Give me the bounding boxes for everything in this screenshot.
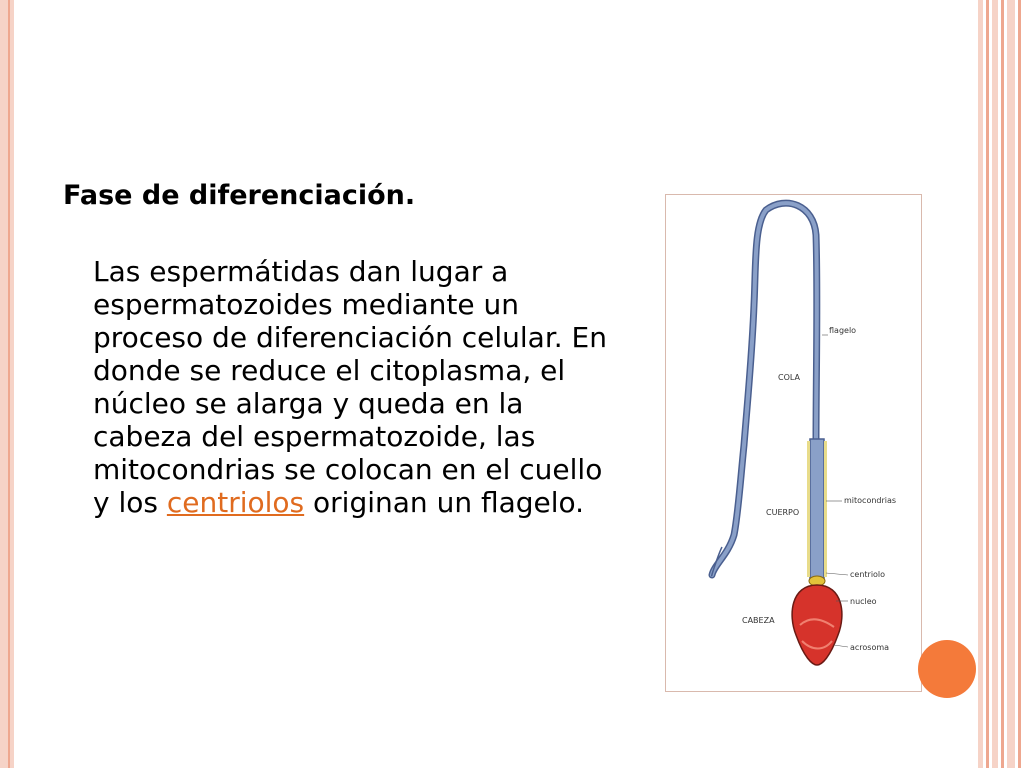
flagellum-fill <box>712 203 817 575</box>
label-flagelo: flagelo <box>829 326 857 335</box>
stripe <box>1018 0 1021 768</box>
sperm-head <box>792 585 842 665</box>
midpiece <box>810 439 824 579</box>
body-paragraph <box>93 255 613 519</box>
label-centriolo: centriolo <box>850 570 886 579</box>
label-cuerpo: CUERPO <box>766 508 800 517</box>
label-acrosoma: acrosoma <box>850 643 890 652</box>
stripe <box>992 0 998 768</box>
sperm-diagram <box>665 194 922 692</box>
decorative-orange-circle <box>918 640 976 698</box>
label-mitocondrias: mitocondrias <box>844 496 897 505</box>
stripe <box>986 0 989 768</box>
slide-title: Fase de diferenciación. <box>63 180 416 211</box>
flagellum <box>712 203 817 575</box>
sperm-diagram-svg <box>666 195 921 691</box>
stripe <box>1001 0 1004 768</box>
label-cola: COLA <box>778 373 800 382</box>
right-decorative-stripes <box>978 0 1024 768</box>
label-cabeza: CABEZA <box>742 616 775 625</box>
body-text-part1: Las espermátidas dan lugar a espermatozoides mediante un proceso de diferenciación celular. En donde se reduce el citoplasma, el núcleo se alarga y queda en la cabeza del espermatozoide, las mitocondrias se colocan en el cuello y los <box>93 255 607 519</box>
label-nucleo: nucleo <box>850 597 877 606</box>
centriolos-link[interactable]: centriolos <box>166 486 305 519</box>
stripe <box>978 0 983 768</box>
stripe <box>1007 0 1015 768</box>
left-border-line <box>8 0 10 768</box>
left-border <box>0 0 14 768</box>
body-text-part2: originan un flagelo. <box>304 486 585 519</box>
